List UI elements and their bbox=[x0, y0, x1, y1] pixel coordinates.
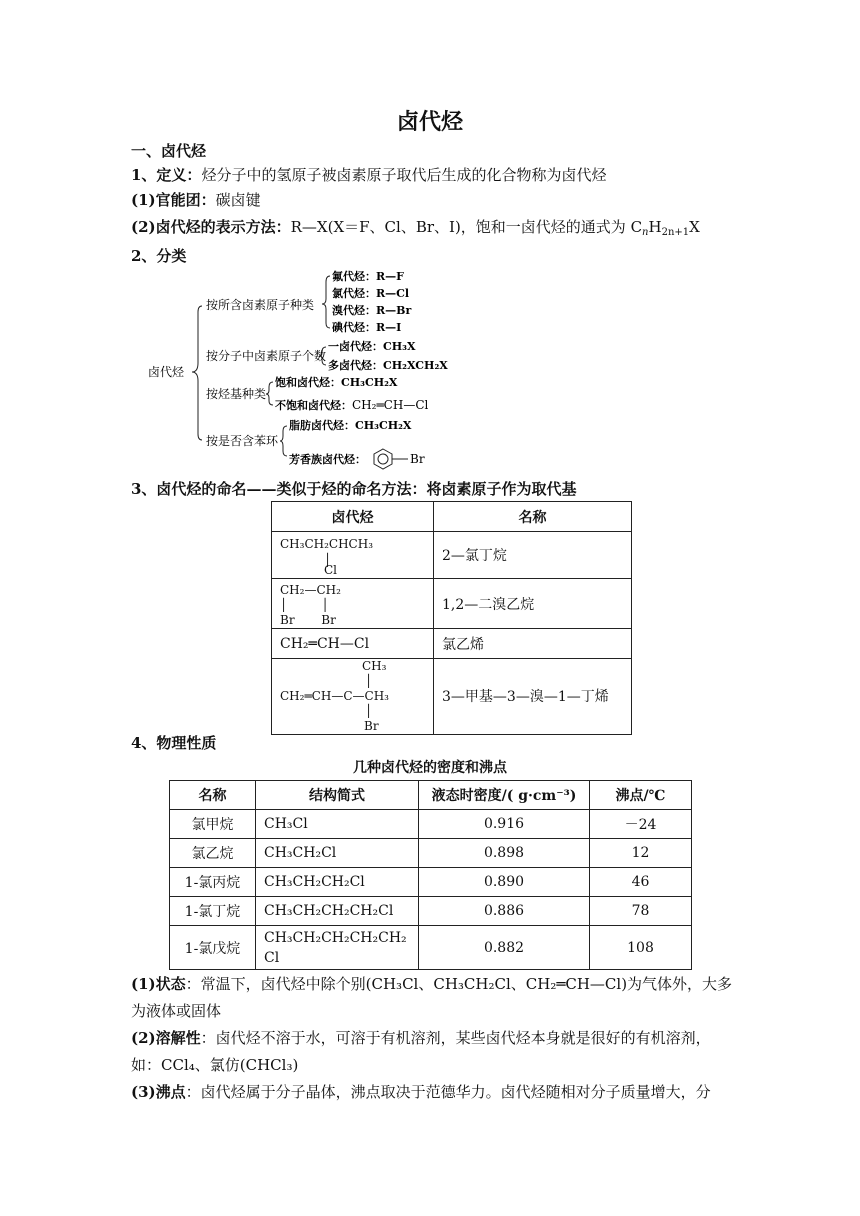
naming-col-compound: 卤代烃 bbox=[272, 502, 434, 532]
compound-formula: CH₂—CH₂ bbox=[280, 583, 341, 597]
cell-formula: CH₃CH₂CH₂Cl bbox=[256, 868, 419, 897]
section-4-heading: 4、物理性质 bbox=[131, 734, 217, 752]
compound-substituent: Br bbox=[364, 719, 379, 733]
branch-1-item: 碘代烃：R—I bbox=[332, 321, 402, 334]
compound-name: 1,2—二溴乙烷 bbox=[434, 579, 632, 629]
naming-table bbox=[271, 501, 632, 735]
branch-1-item: 氯代烃：R—Cl bbox=[332, 287, 410, 300]
boiling-point-text: ：卤代烃属于分子晶体，沸点取决于范德华力。卤代烃随相对分子质量增大，分 bbox=[185, 1083, 711, 1101]
cell-boiling-point: 108 bbox=[590, 926, 692, 970]
solubility-text: ：卤代烃不溶于水，可溶于有机溶剂，某些卤代烃本身就是很好的有机溶剂， bbox=[200, 1029, 711, 1047]
cell-boiling-point: －24 bbox=[590, 810, 692, 839]
section-3-heading: 3、卤代烃的命名——类似于烃的命名方法：将卤素原子作为取代基 bbox=[131, 480, 577, 498]
functional-group-label: (1)官能团： bbox=[131, 191, 216, 209]
cell-formula: CH₃CH₂CH₂CH₂CH₂Cl bbox=[256, 926, 419, 970]
table-row: CH₃ │ CH₂═CH—C—CH₃ │ Br 3—甲基—3—溴—1—丁烯 bbox=[272, 659, 632, 735]
table-row bbox=[170, 839, 692, 868]
definition-text: 烃分子中的氢原子被卤素原子取代后生成的化合物称为卤代烃 bbox=[201, 166, 607, 184]
compound-substituent: Cl bbox=[324, 563, 338, 577]
properties-table bbox=[169, 780, 692, 970]
functional-group-line bbox=[131, 189, 261, 211]
cell-name: 1-氯丙烷 bbox=[170, 868, 256, 897]
cell-formula: CH₃Cl bbox=[256, 810, 419, 839]
header-density: 液态时密度/( g·cm⁻³) bbox=[419, 781, 590, 810]
cell-boiling-point: 12 bbox=[590, 839, 692, 868]
compound-substituent: Br bbox=[280, 613, 295, 627]
table-row bbox=[170, 897, 692, 926]
compound-substituent: Br bbox=[321, 613, 336, 627]
definition-label: 1、定义： bbox=[131, 166, 202, 184]
cell-formula: CH₃CH₂CH₂CH₂Cl bbox=[256, 897, 419, 926]
cell-name: 氯甲烷 bbox=[170, 810, 256, 839]
branch-2-item: 一卤代烃：CH₃X bbox=[328, 340, 416, 353]
branch-3-label: 按烃基种类 bbox=[206, 387, 267, 401]
boiling-point-label: (3)沸点 bbox=[131, 1083, 186, 1101]
state-label: (1)状态 bbox=[131, 975, 186, 993]
compound-name: 氯乙烯 bbox=[434, 629, 632, 659]
table-row: CH₃CH₂CHCH₃ │ Cl 2—氯丁烷 bbox=[272, 532, 632, 579]
header-boiling-point: 沸点/℃ bbox=[590, 781, 692, 810]
state-text: ：常温下，卤代烃中除个别(CH₃Cl、CH₃CH₂Cl、CH₂═CH—Cl)为气体外，大多 bbox=[185, 975, 733, 993]
branch-4-item: 芳香族卤代烃： bbox=[289, 453, 366, 466]
header-name: 名称 bbox=[170, 781, 256, 810]
branch-1-label: 按所含卤素原子种类 bbox=[206, 298, 315, 312]
solubility-line-2: 如：CCl₄、氯仿(CHCl₃) bbox=[131, 1056, 299, 1074]
branch-4-item: 脂肪卤代烃：CH₃CH₂X bbox=[289, 419, 412, 432]
branch-1-item: 溴代烃：R—Br bbox=[332, 304, 412, 317]
branch-1-item: 氟代烃：R—F bbox=[332, 270, 404, 283]
table-row bbox=[170, 926, 692, 970]
table-row bbox=[272, 629, 632, 659]
formula-x: X bbox=[689, 218, 700, 236]
functional-group-text: 碳卤键 bbox=[215, 191, 261, 209]
header-formula: 结构简式 bbox=[256, 781, 419, 810]
cell-name: 1-氯戊烷 bbox=[170, 926, 256, 970]
boiling-point-line bbox=[131, 1081, 711, 1103]
table-row: CH₂—CH₂ │ │ Br Br 1,2—二溴乙烷 bbox=[272, 579, 632, 629]
representation-text: R—X(X＝F、Cl、Br、I)，饱和一卤代烃的通式为 C bbox=[290, 218, 643, 236]
compound-formula: CH₃CH₂CHCH₃ bbox=[280, 537, 374, 551]
table-row bbox=[170, 810, 692, 839]
cell-density: 0.882 bbox=[419, 926, 590, 970]
formula-n: n bbox=[642, 227, 649, 238]
representation-label: (2)卤代烃的表示方法： bbox=[131, 218, 291, 236]
cell-boiling-point: 46 bbox=[590, 868, 692, 897]
vinyl-chloride-formula: CH₂═CH—Cl bbox=[352, 398, 429, 412]
formula-2n1: 2n+1 bbox=[661, 227, 690, 238]
representation-line bbox=[131, 216, 700, 244]
bromo-label: Br bbox=[410, 452, 425, 466]
tree-root: 卤代烃 bbox=[148, 365, 185, 379]
solubility-line bbox=[131, 1027, 711, 1049]
branch-2-item: 多卤代烃：CH₂XCH₂X bbox=[328, 359, 448, 372]
branch-2-label: 按分子中卤素原子个数 bbox=[206, 349, 327, 363]
page-title: 卤代烃 bbox=[396, 109, 463, 135]
section-2-heading: 2、分类 bbox=[131, 247, 187, 265]
compound-name: 3—甲基—3—溴—1—丁烯 bbox=[434, 659, 632, 735]
cell-density: 0.916 bbox=[419, 810, 590, 839]
table-title: 几种卤代烃的密度和沸点 bbox=[353, 760, 507, 776]
classification-tree bbox=[140, 266, 480, 476]
state-line-2: 为液体或固体 bbox=[131, 1002, 222, 1020]
cell-density: 0.886 bbox=[419, 897, 590, 926]
branch-3-item: 饱和卤代烃：CH₃CH₂X bbox=[275, 376, 398, 389]
cell-name: 氯乙烷 bbox=[170, 839, 256, 868]
state-line bbox=[131, 973, 732, 995]
compound-formula: CH₂═CH—Cl bbox=[272, 629, 434, 659]
cell-formula: CH₃CH₂Cl bbox=[256, 839, 419, 868]
compound-formula: CH₂═CH—C—CH₃ bbox=[280, 689, 389, 703]
branch-3-item: 不饱和卤代烃： bbox=[275, 399, 352, 412]
cell-density: 0.898 bbox=[419, 839, 590, 868]
naming-col-name: 名称 bbox=[434, 502, 632, 532]
formula-h: H bbox=[648, 218, 662, 236]
branch-4-label: 按是否含苯环 bbox=[206, 434, 279, 448]
cell-boiling-point: 78 bbox=[590, 897, 692, 926]
cell-density: 0.890 bbox=[419, 868, 590, 897]
section-1-heading: 一、卤代烃 bbox=[131, 142, 207, 160]
solubility-label: (2)溶解性 bbox=[131, 1029, 201, 1047]
compound-name: 2—氯丁烷 bbox=[434, 532, 632, 579]
table-row bbox=[170, 868, 692, 897]
compound-substituent: CH₃ bbox=[362, 659, 387, 673]
cell-name: 1-氯丁烷 bbox=[170, 897, 256, 926]
definition-line bbox=[131, 164, 606, 186]
